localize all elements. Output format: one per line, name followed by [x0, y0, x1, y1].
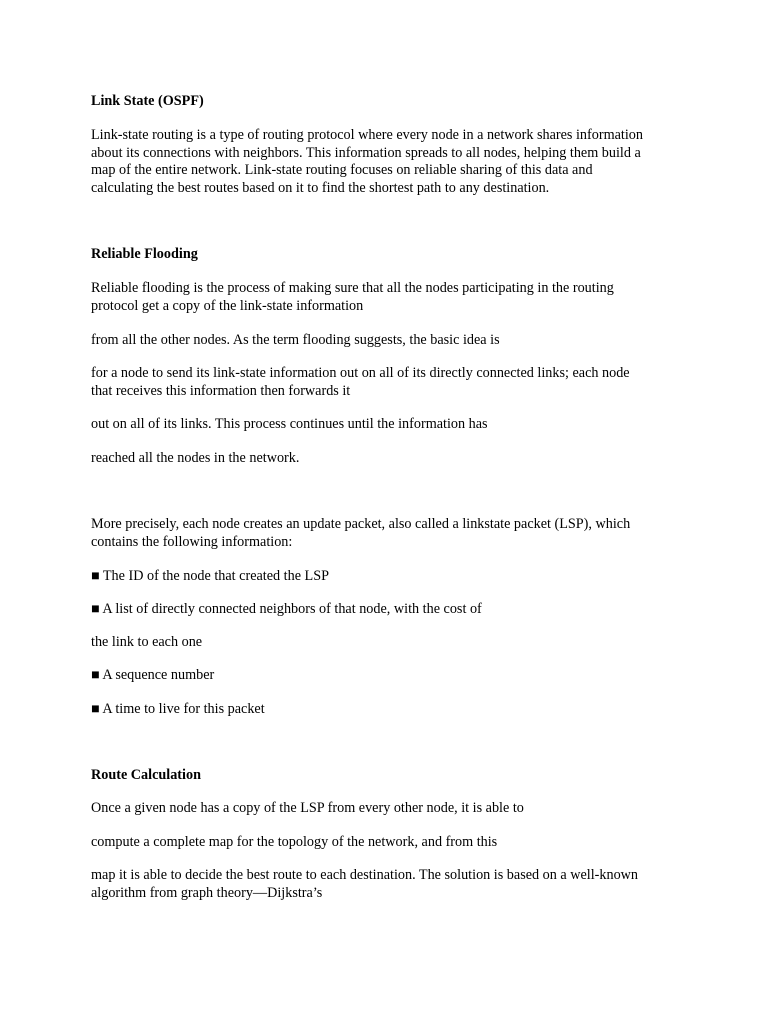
list-item: ■ The ID of the node that created the LSP — [91, 568, 329, 584]
heading-reliable-flooding: Reliable Flooding — [91, 246, 198, 262]
paragraph-line: for a node to send its link-state information out on all of its directly connected links; each node — [91, 365, 630, 381]
paragraph-line: out on all of its links. This process continues until the information has — [91, 416, 488, 432]
paragraph-line: Reliable flooding is the process of making sure that all the nodes participating in the routing — [91, 280, 614, 296]
paragraph-line: protocol get a copy of the link-state information — [91, 298, 364, 314]
paragraph-line: calculating the best routes based on it to find the shortest path to any destination. — [91, 180, 550, 196]
paragraph-line: algorithm from graph theory—Dijkstra’s — [91, 885, 323, 901]
paragraph-line: reached all the nodes in the network. — [91, 450, 300, 466]
paragraph-line: map of the entire network. Link-state routing focuses on reliable sharing of this data and — [91, 162, 593, 178]
paragraph-line: compute a complete map for the topology of the network, and from this — [91, 834, 498, 850]
paragraph-line: about its connections with neighbors. This information spreads to all nodes, helping them build a — [91, 145, 641, 161]
paragraph-line: contains the following information: — [91, 534, 293, 550]
list-item: ■ A sequence number — [91, 667, 215, 683]
paragraph-line: that receives this information then forwards it — [91, 383, 351, 399]
list-item: ■ A list of directly connected neighbors of that node, with the cost of — [91, 601, 482, 617]
paragraph-line: map it is able to decide the best route to each destination. The solution is based on a well-known — [91, 867, 639, 883]
paragraph-line: More precisely, each node creates an update packet, also called a linkstate packet (LSP), which — [91, 516, 631, 532]
paragraph-line: Once a given node has a copy of the LSP from every other node, it is able to — [91, 800, 524, 816]
paragraph-line: the link to each one — [91, 634, 203, 650]
heading-link-state: Link State (OSPF) — [91, 93, 204, 109]
paragraph-line: Link-state routing is a type of routing protocol where every node in a network shares information — [91, 127, 643, 143]
list-item: ■ A time to live for this packet — [91, 701, 265, 717]
paragraph-line: from all the other nodes. As the term flooding suggests, the basic idea is — [91, 332, 500, 348]
heading-route-calculation: Route Calculation — [91, 767, 201, 783]
